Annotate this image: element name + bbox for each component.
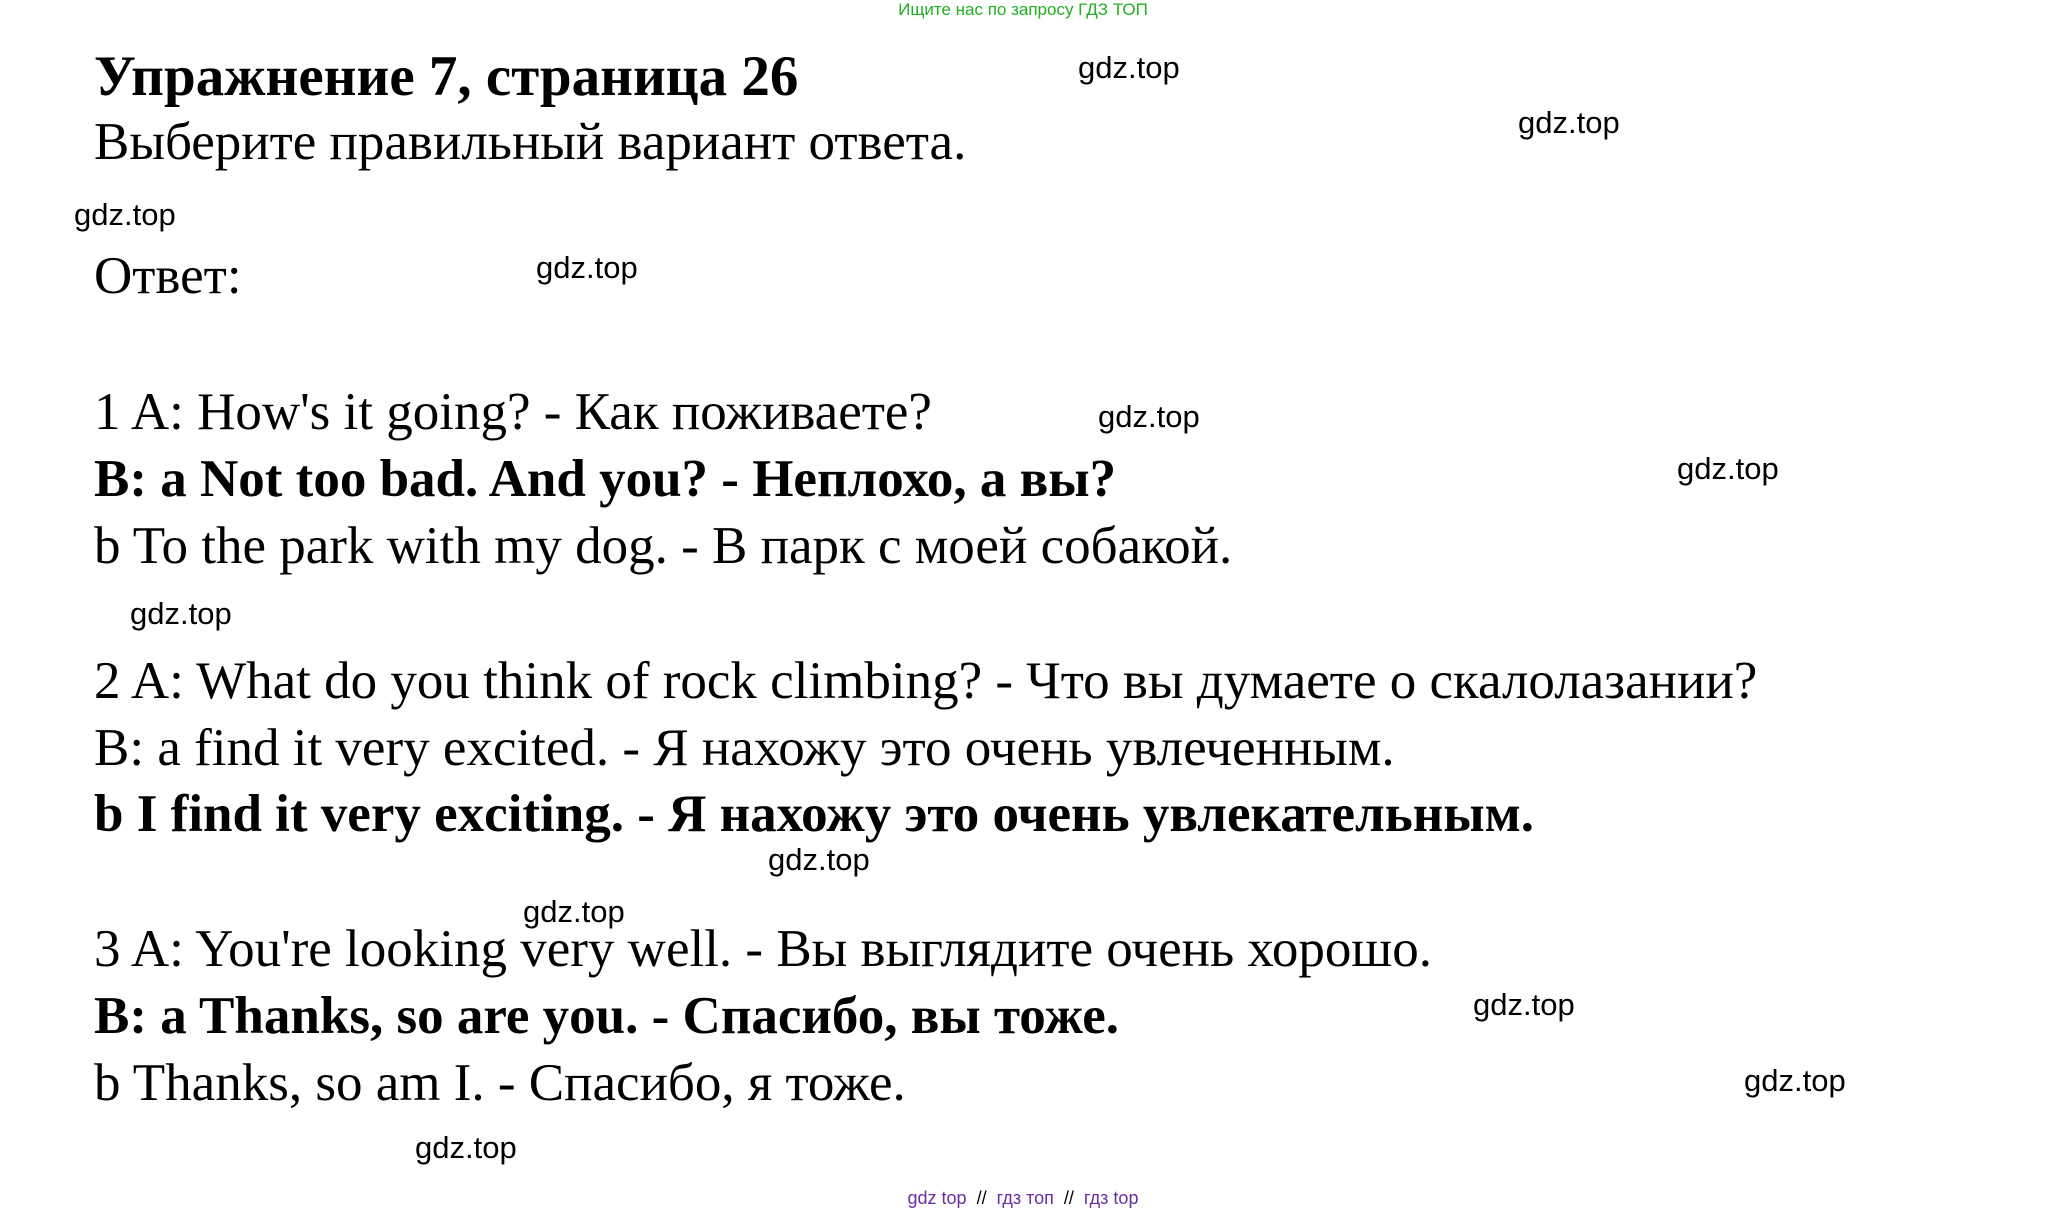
instruction-text: Выберите правильный вариант ответа.: [94, 113, 967, 171]
q2-option-a: B: a find it very excited. - Я нахожу это очень увлеченным.: [94, 719, 1395, 777]
watermark: gdz.top: [1473, 987, 1575, 1022]
q1-option-b: b To the park with my dog. - В парк с моей собакой.: [94, 517, 1233, 575]
q1-option-a-correct: B: a Not too bad. And you? - Неплохо, а вы?: [94, 450, 1117, 508]
footer-separator: //: [1063, 1188, 1074, 1208]
answer-label: Ответ:: [94, 247, 242, 305]
watermark: gdz.top: [415, 1130, 517, 1165]
watermark: gdz.top: [768, 842, 870, 877]
top-banner: Ищите нас по запросу ГДЗ ТОП: [898, 0, 1148, 19]
watermark: gdz.top: [1744, 1063, 1846, 1098]
page-title: Упражнение 7, страница 26: [94, 45, 799, 108]
watermark: gdz.top: [536, 250, 638, 285]
footer-link[interactable]: гдз top: [1083, 1188, 1139, 1208]
q3-option-b: b Thanks, so am I. - Спасибо, я тоже.: [94, 1054, 906, 1112]
footer-link[interactable]: gdz top: [907, 1188, 967, 1208]
watermark: gdz.top: [523, 894, 625, 929]
footer-links: [0, 1188, 2046, 1208]
footer-separator: //: [976, 1188, 987, 1208]
watermark: gdz.top: [1518, 105, 1620, 140]
watermark: gdz.top: [74, 197, 176, 232]
footer-link[interactable]: гдз топ: [996, 1188, 1054, 1208]
question-2: 2 A: What do you think of rock climbing? - Что вы думаете о скалолазании?: [94, 652, 1758, 710]
watermark: gdz.top: [1098, 399, 1200, 434]
watermark: gdz.top: [1677, 451, 1779, 486]
question-1: 1 A: How's it going? - Как поживаете?: [94, 383, 932, 441]
watermark: gdz.top: [130, 596, 232, 631]
q2-option-b-correct: b I find it very exciting. - Я нахожу это очень увлекательным.: [94, 785, 1535, 843]
watermark: gdz.top: [1078, 50, 1180, 85]
q3-option-a-correct: B: a Thanks, so are you. - Спасибо, вы тоже.: [94, 987, 1119, 1045]
question-3: 3 A: You're looking very well. - Вы выглядите очень хорошо.: [94, 920, 1432, 978]
